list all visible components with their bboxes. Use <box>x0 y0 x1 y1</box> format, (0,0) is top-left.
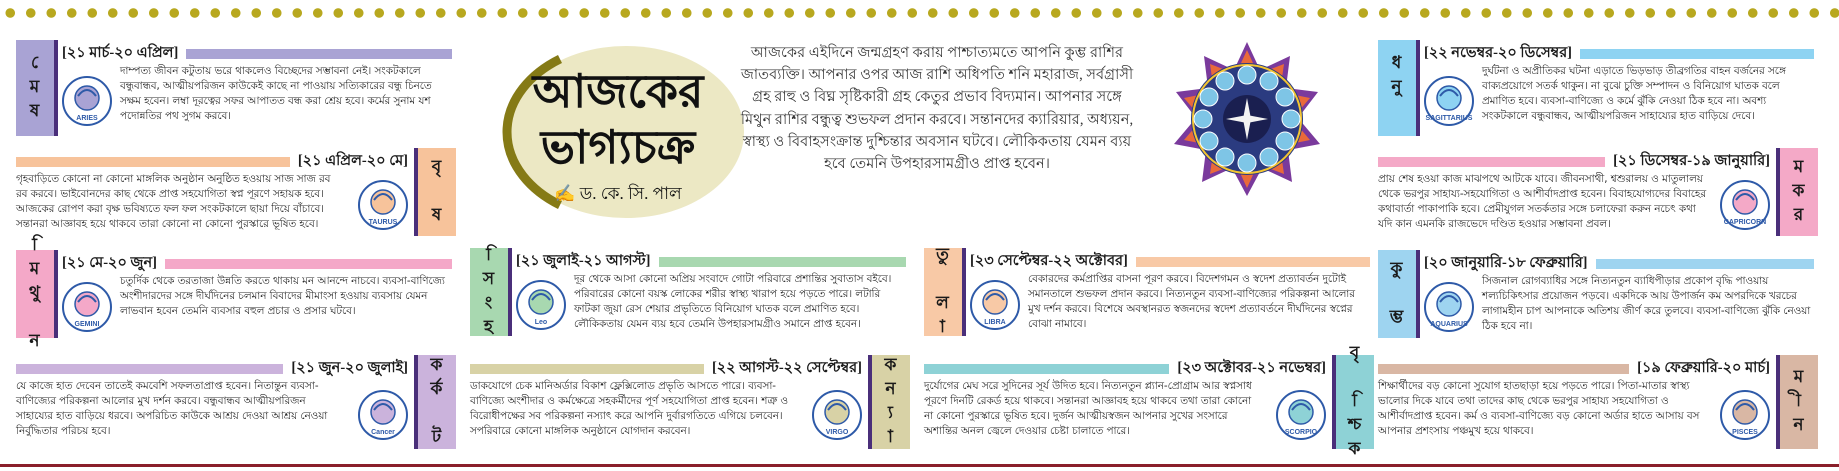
sign-block-dhanu <box>1378 40 1818 144</box>
zodiac-meen-icon <box>1718 388 1772 442</box>
sign-block-mithun <box>16 234 456 354</box>
svg-text:SCORPIO: SCORPIO <box>1284 429 1318 436</box>
zodiac-kanya-icon <box>810 388 864 442</box>
zodiac-mesh-icon <box>60 74 114 128</box>
date-row-mithun <box>62 252 452 276</box>
color-bar-makar <box>1378 157 1605 167</box>
date-row-makar <box>1378 150 1770 174</box>
svg-text:AQUARIUS: AQUARIUS <box>1430 321 1468 328</box>
sign-block-kanya <box>470 355 910 457</box>
zodiac-makar-icon <box>1718 178 1772 232</box>
forecast-text-meen: শিক্ষার্থীদের বড় কোনো সুযোগ হাতছাড়া হয়ে পড়তে পারে। পিতা-মাতার স্বাস্থ্য ভালোর দিকে যাবে তথা তাদের কাছ থেকে ভরপুর সাহায্য সহযোগিতা ও আশীর্বাদপ্রাপ্ত হবেন। কর্ম ও ব্যবসা-বাণিজ্যে বড় কোনো অর্ডার হাতে আসায় বস আপনার প্রশংসায় পঞ্চমুখ হয়ে থাকবে। <box>1378 380 1700 437</box>
intro-paragraph: আজকের এইদিনে জন্মগ্রহণ করায় পাশ্চাত্যমতে আপনি কুম্ভ রাশির জাতব্যক্তি। আপনার ওপর আজ রাশি অধিপতি শনি মহারাজ, সর্বগ্রাসী গ্রহ রাহু ও বিঘ্ন সৃষ্টিকারী গ্রহ কেতুর প্রভাব বিদ্যমান। আপনার সঙ্গে মিথুন রাশির বন্ধুত্ব শুভফল প্রদান করবে। সন্তানদের ক্যারিয়ার, অধ্যয়ন, স্বাস্থ্য ও বিবাহসংক্রান্ত দুশ্চিন্তার অবসান ঘটবে। লৌকিকতায় যেমন ব্যয় হবে তেমনি উপহারসামগ্রীও প্রাপ্ত হবেন। <box>740 45 1134 172</box>
sign-name-karkat: কর্কট <box>414 355 456 449</box>
color-bar-brish <box>16 157 290 167</box>
author-line <box>488 181 748 209</box>
date-range-mesh: [২১ মার্চ-২০ এপ্রিল] <box>62 45 179 61</box>
date-range-makar: [২১ ডিসেম্বর-১৯ জানুয়ারি] <box>1613 153 1770 169</box>
date-range-tula: [২৩ সেপ্টেম্বর-২২ অক্টোবর] <box>970 253 1128 269</box>
svg-text:CAPRICORN: CAPRICORN <box>1723 219 1767 226</box>
forecast-text-tula: বেকারদের কর্মপ্রাপ্তির বাসনা পূরণ করবে। বিদেশগমন ও স্বদেশ প্রত্যাবর্তন দুটোই সমানতালে শুভফল প্রদান করবে। নিত্যনতুন ব্যবসা-বাণিজ্যের পরিকল্পনা আলোর মুখ দর্শন করবে। বিশেষে অবস্থানরত স্বজনদের স্বদেশ প্রত্যাবর্তনে দীর্ঘদিনের স্বপ্নের বোঝা নামাবে। <box>1028 273 1355 330</box>
sign-name-kanya: কন্যা <box>868 355 910 449</box>
sign-block-brishchik <box>924 342 1374 462</box>
title-line-2: ভাগ্যচক্র <box>540 122 696 173</box>
forecast-text-karkat: যে কাজে হাত দেবেন তাতেই কমবেশি সফলতাপ্রাপ্ত হবেন। নিতান্তুন ব্যবসা-বাণিজ্যের পরিকল্পনা আলোর মুখ দর্শন করবে। বন্ধুবান্ধব আত্মীয়পরিজন সাহায্যের হাত বাড়িয়ে ধরবে। অপরিচিত কাউকে আশ্রয় দেওয়া আশ্রয় নেওয়া নির্বুদ্ধিতার পরিচয় হবে। <box>16 380 328 437</box>
zodiac-karkat-icon <box>356 388 410 442</box>
date-range-brishchik: [২৩ অক্টোবর-২১ নভেম্বর] <box>1177 360 1326 376</box>
forecast-text-brish: গৃহবাড়িতে কোনো না কোনো মাঙ্গলিক অনুষ্ঠান অনুষ্ঠিত হওয়ায় সাজ সাজ রব রব করবে। ভাইবোনদের কাছ থেকে প্রাপ্ত সহযোগিতা স্বপ্ন পূরণে সহায়ক হবে। আজকের রোপণ করা বৃক্ষ ভবিষ্যতে ফল ফল সংকটকালে ছায়া দিয়ে বাঁচাবে। সন্তানরা আজ্ঞাবহ হয়ে থাকবে তারা কোনো না কোনো পুরস্কারে ভূষিত হবে। <box>16 173 331 230</box>
sign-name-singha: সিংহ <box>470 248 512 336</box>
date-row-tula <box>970 250 1370 274</box>
sign-name-tula: তুলা <box>924 248 966 336</box>
sign-name-kumbha: কুম্ভ <box>1378 250 1420 338</box>
forecast-text-kumbha: সিজনাল রোগব্যাধির সঙ্গে নিত্যনতুন ব্যাধিপীড়ার প্রকোপ বৃদ্ধি পাওয়ায় শল্যচিকিৎসার প্রয়োজন পড়বে। একদিকে আয় উপার্জন কম অপরদিকে খরচের লাগামহীন চাপ আপনাকে অতিশয় জীর্ণ করে তুলবে। ব্যবসা-বাণিজ্যে ঝুঁকি নেওয়া ঠিক হবে না। <box>1482 275 1811 332</box>
svg-text:VIRGO: VIRGO <box>825 429 849 436</box>
date-row-karkat <box>16 357 408 381</box>
forecast-text-kanya: ডাকযোগে চেক মানিঅর্ডার বিকাশ ফ্লেক্সিলোড প্রভৃতি আসতে পারে। ব্যবসা-বাণিজ্যে অংশীদার ও কর্মক্ষেত্রে সহকর্মীদের পূর্ণ সহযোগিতা প্রাপ্ত হবেন। শত্রু ও বিরোধীপক্ষের সব পরিকল্পনা নস্যাৎ করে আপনি দুর্বারগতিতে এগিয়ে চলবেন। সপরিবারে কোনো মাঙ্গলিক অনুষ্ঠানে যোগদান করবেন। <box>470 380 788 437</box>
color-bar-dhanu <box>1580 49 1814 59</box>
zodiac-mithun-icon <box>60 280 114 334</box>
date-range-karkat: [২১ জুন-২০ জুলাই] <box>291 360 408 376</box>
forecast-text-mithun: চতুর্দিক থেকে তরতাজা উন্নতি করতে থাকায় মন আনন্দে নাচবে। ব্যবসা-বাণিজ্যে অংশীদারদের সঙ্গে দীর্ঘদিনের চলমান বিবাদের মীমাংসা হওয়ায় ব্যবসায় যেমন লাভবান হবেন তেমনি ব্যবসার বহুল প্রচার ও প্রসার ঘটবে। <box>120 275 445 317</box>
date-range-singha: [২১ জুলাই-২১ আগস্ট] <box>516 253 651 269</box>
sign-name-makar: মকর <box>1776 148 1818 236</box>
sign-block-brish <box>16 148 456 244</box>
date-range-meen: [১৯ ফেব্রুয়ারি-২০ মার্চ] <box>1637 360 1770 376</box>
sign-block-makar <box>1378 148 1818 244</box>
author-name: ড. কে. সি. পাল <box>579 184 682 203</box>
date-row-brish <box>16 150 408 174</box>
zodiac-wheel-icon <box>1168 40 1326 198</box>
dotted-border-top <box>0 6 1839 20</box>
title-block <box>488 43 748 221</box>
color-bar-mithun <box>165 259 452 269</box>
date-row-singha <box>516 250 906 274</box>
sign-name-brish: বৃষ <box>414 148 456 236</box>
svg-text:Cancer: Cancer <box>371 429 395 436</box>
title-line-1: আজকের <box>532 66 704 117</box>
date-range-dhanu: [২২ নভেম্বর-২০ ডিসেম্বর] <box>1424 45 1572 61</box>
svg-text:LIBRA: LIBRA <box>984 319 1006 326</box>
pen-icon: ✍ <box>554 184 580 203</box>
svg-text:PISCES: PISCES <box>1732 429 1758 436</box>
sign-name-mithun: মিথুন <box>16 250 58 338</box>
zodiac-kumbha-icon <box>1422 280 1476 334</box>
zodiac-tula-icon <box>968 278 1022 332</box>
forecast-text-singha: দূর থেকে আসা কোনো অপ্রিয় সংবাদে গোটা পরিবারে প্রশান্তির সুবাতাস বইবে। পরিবারের কোনো বয়স্ক লোকের শরীর স্বাস্থ্য খারাপ হয়ে পড়তে পারে। লটারি ফাটকা জুয়া রেস শেয়ার প্রভৃতিতে বিনিয়োগ ঘাতক বলে প্রমাণিত হবে। লৌকিকতায় যেমন ব্যয় হবে তেমনি উপহারসামগ্রীও সমানে প্রাপ্ত হবেন। <box>574 273 892 330</box>
color-bar-mesh <box>186 49 452 59</box>
sign-block-mesh <box>16 40 456 144</box>
color-bar-tula <box>1136 257 1370 267</box>
date-row-brishchik <box>924 357 1326 381</box>
sign-block-meen <box>1378 355 1818 457</box>
date-range-mithun: [২১ মে-২০ জুন] <box>62 255 157 271</box>
color-bar-singha <box>659 257 906 267</box>
sign-name-meen: মীন <box>1776 355 1818 449</box>
svg-text:SAGITTARIUS: SAGITTARIUS <box>1425 115 1473 122</box>
sign-block-kumbha <box>1378 250 1818 346</box>
date-row-kumbha <box>1424 252 1814 276</box>
date-range-kumbha: [২০ জানুয়ারি-১৮ ফেব্রুয়ারি] <box>1424 255 1588 271</box>
sign-block-singha <box>470 244 910 344</box>
date-row-dhanu <box>1424 42 1814 66</box>
zodiac-brishchik-icon <box>1274 388 1328 442</box>
sign-block-tula <box>924 244 1374 344</box>
bottom-border <box>0 464 1839 467</box>
svg-text:GEMINI: GEMINI <box>74 321 100 328</box>
forecast-text-mesh: দাম্পত্য জীবন কটুতায় ভরে থাকলেও বিচ্ছেদের সম্ভাবনা নেই। সংকটকালে বন্ধুবান্ধব, আত্মীয়পরিজন কাউকেই কাছে না পাওয়ায় সত্যিকারের বন্ধু চিনতে সক্ষম হবেন। লম্বা দূরত্বের সফর আপাতত বন্ধ করা শ্রেয় হবে। কর্মের সুনাম যশ পদোন্নতির পথ সুগম করবে। <box>120 65 432 122</box>
sign-name-brishchik: বৃশ্চিক <box>1332 355 1374 449</box>
svg-text:TAURUS: TAURUS <box>368 219 398 226</box>
forecast-text-makar: প্রায় শেষ হওয়া কাজ মাঝপথে আটকে যাবে। জীবনসাথী, শ্বশুরালয় ও মাতুলালয় থেকে ভরপুর সাহায্য-সহযোগিতা ও আশীর্বাদপ্রাপ্ত হবেন। বিবাহযোগ্যদের বিবাহের কথাবার্তা পাকাপাকি হবে। প্রেমীযুগল সতর্কতার সঙ্গে চলাফেরা করুন নচেৎ কথা যদি কান এমনকি রাজভেদে দণ্ডিত হওয়ার সম্ভাবনা প্রবল। <box>1378 173 1706 230</box>
sign-name-dhanu: ধনু <box>1378 40 1420 136</box>
forecast-text-dhanu: দুর্ঘটনা ও অপ্রীতিকর ঘটনা এড়াতে ভিড়ভাড় তীব্রগতির বাহন বর্জনের সঙ্গে বাক্যপ্রয়োগে সতর্ক থাকুন। না বুঝে চুক্তি সম্পাদন ও বিনিয়োগ ঘাতক বলে প্রমাণিত হবে। ব্যবসা-বাণিজ্যে ও কর্মে ঝুঁকি নেওয়া ঠিক হবে না। অবশ্য সংকটকালে বন্ধুবান্ধব, আত্মীয়পরিজন সাহায্যের হাত বাড়িয়ে দেবে। <box>1482 65 1786 122</box>
date-row-kanya <box>470 357 862 381</box>
color-bar-meen <box>1378 364 1629 374</box>
sign-block-karkat <box>16 355 456 457</box>
forecast-text-brishchik: দুর্যোগের মেঘ সরে সুদিনের সূর্য উদিত হবে। নিত্যনতুন প্ল্যান-প্রোগ্রাম আর স্বপ্নসাধ পূরণে দিনটি রেকর্ড হয়ে থাকবে। সন্তানরা আজ্ঞাবহ হয়ে থাকবে তথা তারা কোনো না কোনো পুরস্কারে ভূষিত হবে। দুর্জন আত্মীয়স্বজন আপনার সুখের সংসারে অশান্তির অনল জ্বেলে দেওয়ার চেষ্টা চালাতে পারে। <box>924 380 1252 437</box>
zodiac-dhanu-icon <box>1422 74 1476 128</box>
svg-text:Leo: Leo <box>534 319 548 326</box>
color-bar-kanya <box>470 364 704 374</box>
svg-text:ARIES: ARIES <box>76 115 98 122</box>
color-bar-kumbha <box>1596 259 1814 269</box>
date-range-kanya: [২২ আগস্ট-২২ সেপ্টেম্বর] <box>711 360 862 376</box>
date-row-mesh <box>62 42 452 66</box>
zodiac-singha-icon <box>514 278 568 332</box>
zodiac-brish-icon <box>356 178 410 232</box>
color-bar-karkat <box>16 364 283 374</box>
date-range-brish: [২১ এপ্রিল-২০ মে] <box>297 153 408 169</box>
date-row-meen <box>1378 357 1770 381</box>
color-bar-brishchik <box>924 364 1169 374</box>
sign-name-mesh: মেষ <box>16 40 58 136</box>
